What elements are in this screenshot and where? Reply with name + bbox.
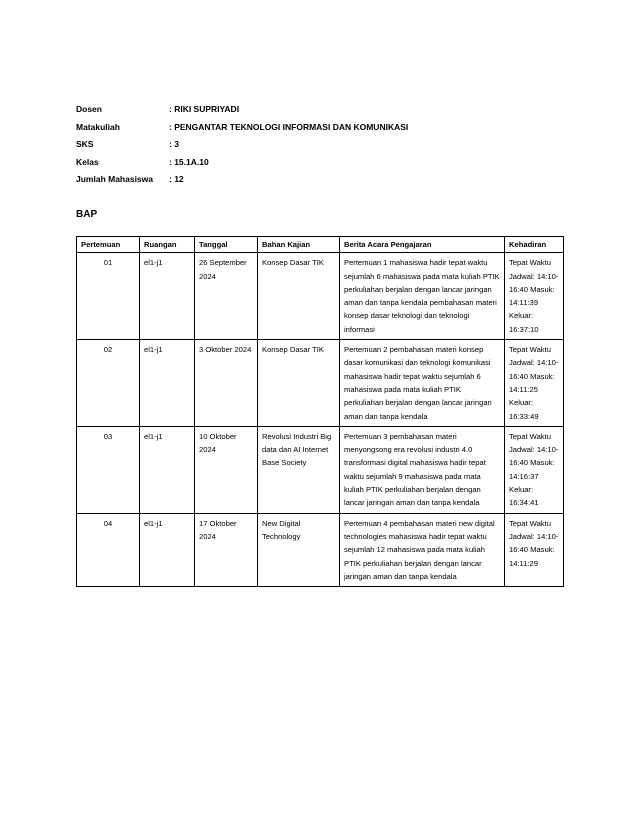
table-row — [77, 513, 564, 586]
matakuliah-label: Matakuliah — [76, 121, 120, 132]
info-row-sks — [76, 136, 408, 154]
header-kehadiran: Kehadiran — [505, 237, 564, 253]
info-row-matakuliah — [76, 119, 408, 137]
jumlah-value: : 12 — [169, 174, 184, 184]
cell-kehadiran: Tepat Waktu Jadwal: 14:10-16:40 Masuk: 14:11:29 — [505, 513, 564, 586]
header-pertemuan: Pertemuan — [77, 237, 140, 253]
cell-ruangan: el1-j1 — [140, 253, 195, 340]
header-berita-acara: Berita Acara Pengajaran — [340, 237, 505, 253]
cell-ruangan: el1-j1 — [140, 426, 195, 513]
cell-tanggal: 10 Oktober 2024 — [195, 426, 258, 513]
table-row — [77, 426, 564, 513]
cell-berita-acara: Pertemuan 1 mahasiswa hadir tepat waktu sejumlah 6 mahasiswa pada mata kuliah PTIK perkuliahan berjalan dengan lancar jaringan aman dan tanpa kendala pembahasan materi konsep dasar teknologi dan teknologi informasi — [340, 253, 505, 340]
cell-kehadiran: Tepat Waktu Jadwal: 14:10-16:40 Masuk: 14:11:39 Keluar: 16:37:10 — [505, 253, 564, 340]
cell-bahan-kajian: New Digital Technology — [258, 513, 340, 586]
cell-bahan-kajian: Konsep Dasar TIK — [258, 253, 340, 340]
cell-berita-acara: Pertemuan 4 pembahasan materi new digital technologies mahasiswa hadir tepat waktu sejumlah 12 mahasiswa pada mata kuliah PTIK perkuliahan berjalan dengan lancar jaringan aman dan tanpa kendala — [340, 513, 505, 586]
cell-pertemuan: 01 — [77, 253, 140, 340]
dosen-label: Dosen — [76, 104, 102, 114]
bap-title: BAP — [76, 209, 98, 220]
sks-value: : 3 — [169, 139, 179, 149]
cell-kehadiran: Tepat Waktu Jadwal: 14:10-16:40 Masuk: 14:11:25 Keluar: 16:33:49 — [505, 340, 564, 427]
header-bahan-kajian: Bahan Kajian — [258, 237, 340, 253]
table-row — [77, 340, 564, 427]
kelas-value: : 15.1A.10 — [169, 156, 209, 167]
cell-berita-acara: Pertemuan 3 pembahasan materi menyongsong era revolusi industri 4.0 transformasi digital mahasiswa hadir tepat waktu sejumlah 9 mahasiswa pada mata kuliah PTIK perkuliahan berjalan dengan lancar jaringan aman dan tanpa kendala — [340, 426, 505, 513]
sks-label: SKS — [76, 139, 94, 149]
cell-berita-acara: Pertemuan 2 pembahasan materi konsep dasar komunikasi dan teknologi komunikasi mahasiswa hadir tepat waktu sejumlah 6 mahasiswa pada mata kuliah PTIK perkuliahan berjalan dengan lancar jaringan aman dan tanpa kendala — [340, 340, 505, 427]
cell-pertemuan: 04 — [77, 513, 140, 586]
kelas-label: Kelas — [76, 156, 99, 167]
cell-tanggal: 3 Oktober 2024 — [195, 340, 258, 427]
header-ruangan: Ruangan — [140, 237, 195, 253]
cell-bahan-kajian: Revolusi Industri Big data dan AI Internet Base Society — [258, 426, 340, 513]
header-tanggal: Tanggal — [195, 237, 258, 253]
info-row-jumlah — [76, 171, 408, 189]
cell-pertemuan: 03 — [77, 426, 140, 513]
jumlah-label: Jumlah Mahasiswa — [76, 174, 154, 184]
cell-kehadiran: Tepat Waktu Jadwal: 14:10-16:40 Masuk: 14:16:37 Keluar: 16:34:41 — [505, 426, 564, 513]
dosen-value: : RIKI SUPRIYADI — [169, 104, 240, 114]
course-info — [76, 101, 408, 189]
matakuliah-value: : PENGANTAR TEKNOLOGI INFORMASI DAN KOMUNIKASI — [169, 121, 409, 132]
cell-tanggal: 17 Oktober 2024 — [195, 513, 258, 586]
table-row — [77, 253, 564, 340]
cell-tanggal: 26 September 2024 — [195, 253, 258, 340]
info-row-dosen — [76, 101, 408, 119]
cell-ruangan: el1-j1 — [140, 513, 195, 586]
cell-bahan-kajian: Konsep Dasar TIK — [258, 340, 340, 427]
table-header-row — [77, 237, 564, 253]
cell-pertemuan: 02 — [77, 340, 140, 427]
cell-ruangan: el1-j1 — [140, 340, 195, 427]
info-row-kelas — [76, 154, 408, 172]
bap-table — [76, 236, 564, 587]
